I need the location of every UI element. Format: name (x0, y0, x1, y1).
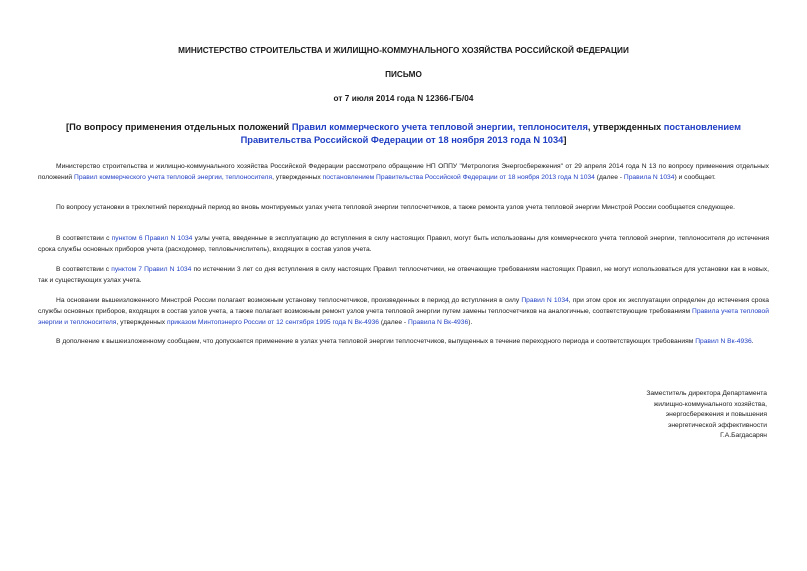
paragraph-text: , при этом срок их эксплуатации определен до истечения срока службы основных приборов, входящих в состав узлов учета, а также полагает возможным ремонт узлов учета тепловой энергии путем замены теплосчетчиков на аналогичные, соответствующие требованиям (38, 297, 769, 315)
document-title (38, 121, 769, 147)
link-rules-vk-4936[interactable]: Правил N Вк-4936 (695, 338, 752, 345)
title-link-resolution[interactable]: постановлением Правительства Российской Федерации от 18 ноября 2013 года N 1034 (240, 122, 741, 145)
paragraph-text: . (751, 338, 754, 345)
link-clause-7[interactable]: пунктом 7 Правил N 1034 (111, 266, 192, 273)
paragraph-text: В соответствии с (56, 235, 112, 242)
paragraph-text: ) и сообщает. (674, 174, 716, 181)
paragraph-text: В соответствии с (56, 266, 112, 273)
paragraph-text: , утвержденных (116, 319, 167, 326)
paragraph-text: (далее - (379, 319, 409, 326)
link-clause-6[interactable]: пунктом 6 Правил N 1034 (111, 235, 193, 242)
signature-block (567, 389, 767, 442)
paragraph-2 (38, 202, 769, 213)
paragraph-text: , утвержденных (272, 174, 323, 181)
signature-position: Заместитель директора Департамента (646, 390, 767, 397)
link-rules-1034[interactable]: Правил N 1034 (521, 297, 569, 304)
paragraph-3 (38, 233, 769, 255)
paragraph-text: ). (468, 319, 473, 326)
paragraph-text: (далее - (594, 174, 624, 181)
link-resolution[interactable]: постановлением Правительства Российской Федерации от 18 ноября 2013 года N 1034 (322, 174, 595, 181)
paragraph-text: узлы учета, введенные в эксплуатацию до вступления в силу настоящих Правил, могут быть использованы для коммерческого учета тепловой энергии, теплоносителя до истечения срока службы основных приборов учета (расходомер, тепловычислитель), входящих в состав узлов учета. (38, 235, 770, 253)
link-heat-accounting-rules[interactable]: Правила учета тепловой энергии и теплоносителя (38, 308, 769, 326)
title-middle: , утвержденных (587, 122, 664, 132)
paragraph-text: Министерство строительства и жилищно-коммунального хозяйства Российской Федерации рассмотрело обращение НП ОППУ "Метрология Энергосбережения" от 29 апреля 2014 года N 13 по вопросу применения отдельных положений (38, 163, 769, 181)
signature-department: жилищно-коммунального хозяйства, (653, 400, 767, 408)
signature-department: энергетической эффективности (667, 421, 767, 429)
title-link-rules[interactable]: Правил коммерческого учета тепловой энергии, теплоносителя (291, 122, 588, 132)
paragraph-text: На основании вышеизложенного Минстрой России полагает возможным установку теплосчетчиков, произведенных в период до вступления в силу (56, 297, 522, 304)
paragraph-4 (38, 264, 769, 286)
paragraph-1 (38, 161, 769, 183)
link-rules-vk-4936[interactable]: Правила N Вк-4936 (408, 319, 469, 326)
document-type-heading: ПИСЬМО (385, 70, 422, 79)
ministry-heading: МИНИСТЕРСТВО СТРОИТЕЛЬСТВА И ЖИЛИЩНО-КОММУНАЛЬНОГО ХОЗЯЙСТВА РОССИЙСКОЙ ФЕДЕРАЦИИ (178, 46, 629, 55)
date-number-heading: от 7 июля 2014 года N 12366-ГБ/04 (333, 94, 474, 103)
link-rules[interactable]: Правил коммерческого учета тепловой энергии, теплоносителя (74, 174, 273, 181)
paragraph-text: В дополнение к вышеизложенному сообщаем, что допускается применение в узлах учета тепловой энергии теплосчетчиков, выпущенных в течение переходного периода и соответствующих требованиям (56, 338, 696, 345)
paragraph-text: по истечении 3 лет со дня вступления в силу настоящих Правил теплосчетчики, не отвечающие требованиям настоящих Правил, не могут использоваться для установки как в новых, так и существующих узлах учета. (38, 266, 769, 284)
paragraph-text: По вопросу установки в трехлетний переходный период во вновь монтируемых узлах учета тепловой энергии теплосчетчиков, а также ремонта узлов учета тепловой энергии Минстрой России сообщается следующее. (56, 204, 735, 211)
link-order-vk-4936[interactable]: приказом Минтопэнерго России от 12 сентября 1995 года N Вк-4936 (166, 319, 380, 326)
link-rules-1034[interactable]: Правила N 1034 (623, 174, 675, 181)
title-prefix: [По вопросу применения отдельных положений (66, 122, 292, 132)
signature-department: энергосбережения и повышения (665, 411, 767, 418)
title-suffix: ] (563, 135, 567, 145)
paragraph-6 (38, 336, 769, 347)
paragraph-5 (38, 295, 769, 328)
signature-name: Г.А.Багдасарян (720, 432, 767, 439)
